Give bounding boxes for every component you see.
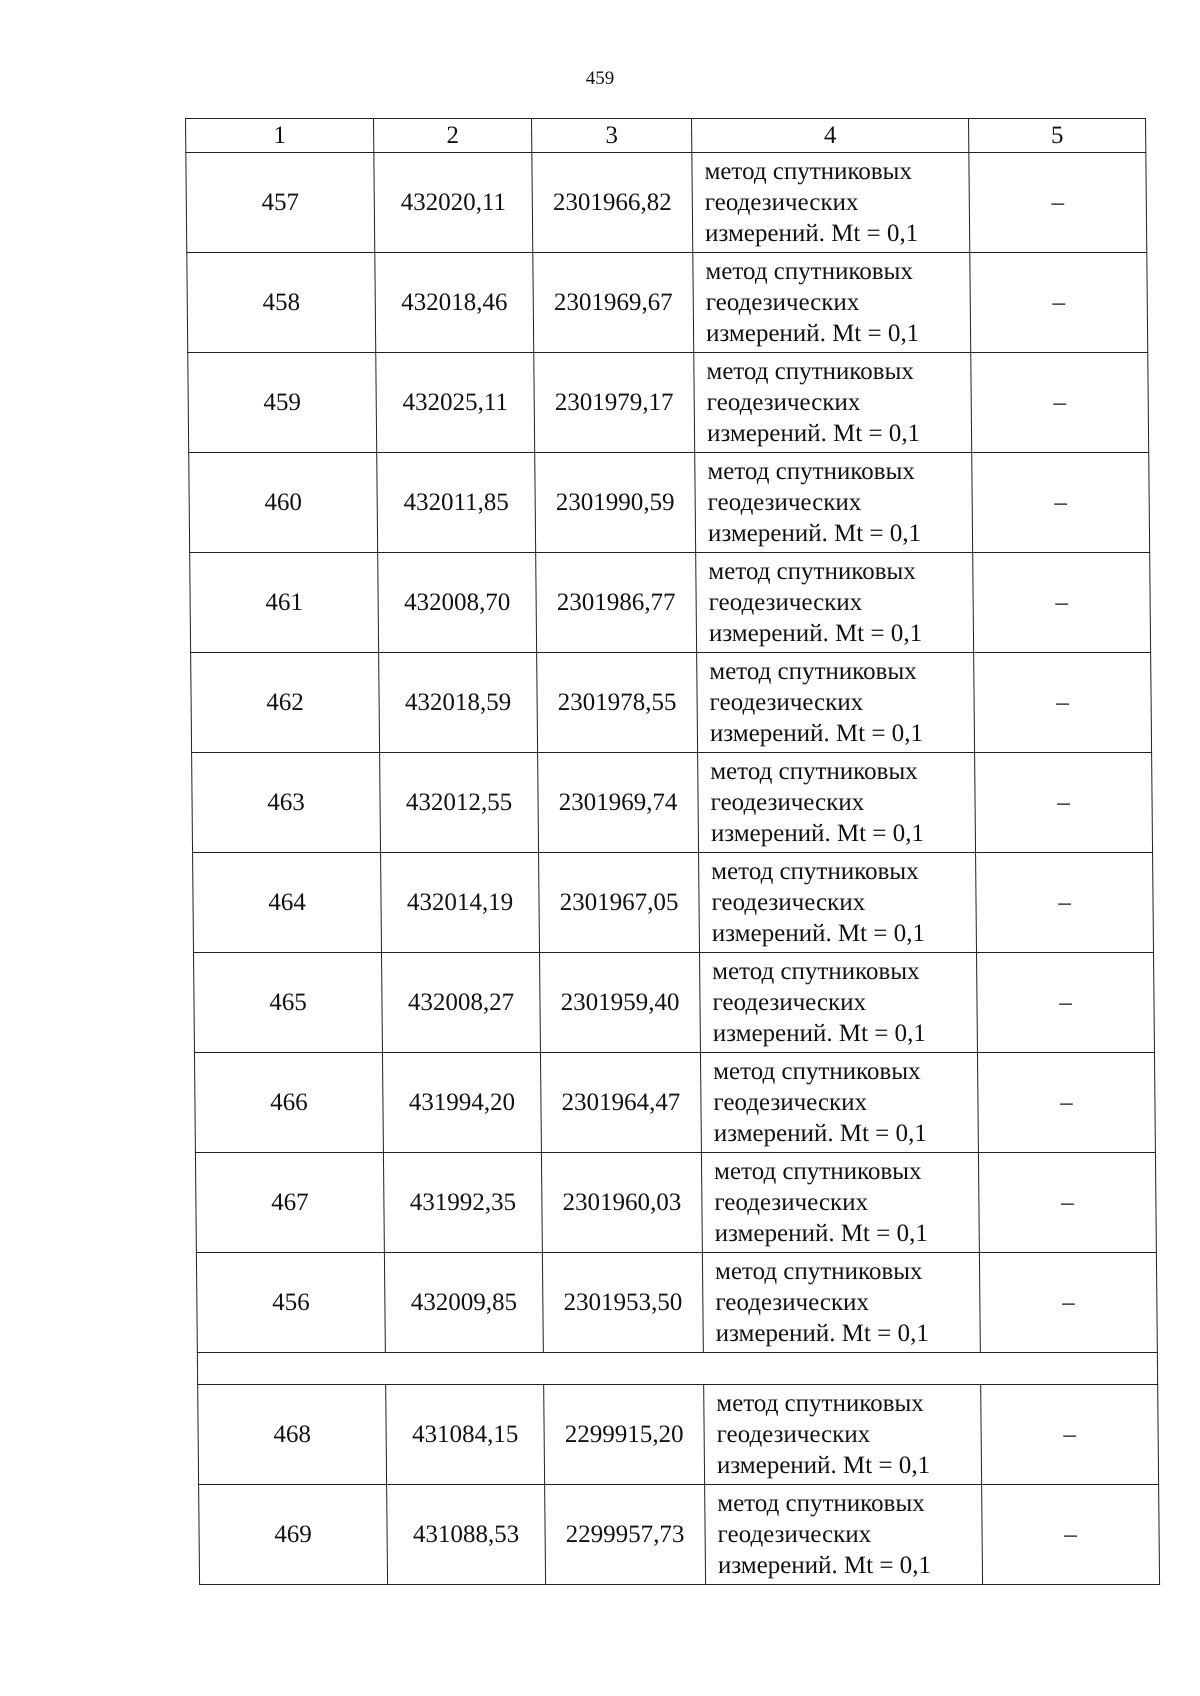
point-number-cell: 460 [189, 453, 378, 553]
header-cell-4: 4 [692, 119, 969, 153]
description-cell: – [974, 653, 1152, 753]
header-cell-5: 5 [969, 119, 1146, 153]
point-number-cell: 467 [195, 1153, 384, 1253]
point-number-cell: 458 [187, 253, 376, 353]
description-cell: – [979, 1253, 1157, 1353]
description-cell: – [978, 1153, 1156, 1253]
method-cell [697, 653, 975, 753]
y-coordinate-cell: 2299957,73 [545, 1485, 706, 1585]
table-row [193, 853, 1154, 953]
point-number-cell: 457 [186, 153, 375, 253]
method-line: измерений. Mt = 0,1 [715, 1320, 929, 1347]
y-coordinate-cell: 2301979,17 [534, 353, 695, 453]
x-coordinate-cell: 432025,11 [376, 353, 535, 453]
x-coordinate-cell: 432012,55 [380, 753, 539, 853]
method-cell [702, 1253, 980, 1353]
point-number-cell: 462 [191, 653, 380, 753]
point-number-cell: 461 [190, 553, 379, 653]
method-line: геодезических [713, 1089, 868, 1116]
method-cell [696, 553, 974, 653]
description-cell: – [969, 153, 1147, 253]
x-coordinate-cell: 432018,46 [375, 253, 534, 353]
method-line: метод спутниковых [712, 958, 920, 985]
method-line: геодезических [706, 389, 861, 416]
table-row [190, 553, 1151, 653]
x-coordinate-cell: 432020,11 [374, 153, 533, 253]
table-body [186, 119, 1160, 1585]
method-line: метод спутниковых [713, 1158, 922, 1185]
method-line: измерений. Mt = 0,1 [707, 520, 922, 547]
method-line: метод спутниковых [710, 758, 918, 785]
description-cell: – [981, 1385, 1159, 1485]
y-coordinate-cell: 2299915,20 [544, 1385, 705, 1485]
method-line: геодезических [715, 1289, 870, 1316]
method-cell [693, 253, 971, 353]
method-line: измерений. Mt = 0,1 [712, 1020, 926, 1047]
x-coordinate-cell: 432008,70 [378, 553, 537, 653]
method-line: геодезических [708, 589, 863, 616]
method-line: метод спутниковых [711, 858, 919, 885]
method-line: метод спутниковых [707, 458, 915, 485]
y-coordinate-cell: 2301953,50 [542, 1253, 703, 1353]
separator-cell [197, 1353, 1157, 1385]
method-line: геодезических [712, 989, 867, 1016]
header-cell-2: 2 [374, 119, 532, 153]
y-coordinate-cell: 2301966,82 [532, 153, 693, 253]
method-cell [694, 353, 972, 453]
page-number: 459 [585, 68, 615, 89]
method-cell [698, 753, 976, 853]
x-coordinate-cell: 431992,35 [383, 1153, 542, 1253]
point-number-cell: 469 [199, 1485, 388, 1585]
point-number-cell: 456 [196, 1253, 385, 1353]
y-coordinate-cell: 2301990,59 [535, 453, 696, 553]
description-cell: – [970, 253, 1148, 353]
table-row [191, 653, 1152, 753]
method-line: измерений. Mt = 0,1 [704, 220, 919, 247]
method-line: метод спутниковых [714, 1258, 923, 1285]
x-coordinate-cell: 432018,59 [379, 653, 538, 753]
point-number-cell: 466 [194, 1053, 383, 1153]
method-line: измерений. Mt = 0,1 [713, 1120, 927, 1147]
x-coordinate-cell: 432008,27 [382, 953, 541, 1053]
description-cell: – [982, 1485, 1160, 1585]
header-cell-1: 1 [186, 119, 374, 153]
point-number-cell: 465 [194, 953, 383, 1053]
y-coordinate-cell: 2301959,40 [540, 953, 701, 1053]
method-line: метод спутниковых [706, 358, 914, 385]
point-number-cell: 463 [192, 753, 381, 853]
table-row [187, 253, 1148, 353]
method-line: метод спутниковых [713, 1058, 921, 1085]
y-coordinate-cell: 2301969,74 [538, 753, 699, 853]
description-cell: – [975, 753, 1153, 853]
method-line: метод спутниковых [709, 658, 917, 685]
method-line: метод спутниковых [704, 158, 913, 185]
table-row [198, 1385, 1159, 1485]
point-number-cell: 468 [198, 1385, 387, 1485]
y-coordinate-cell: 2301960,03 [541, 1153, 702, 1253]
method-cell [700, 953, 978, 1053]
x-coordinate-cell: 431084,15 [386, 1385, 545, 1485]
method-cell [695, 453, 973, 553]
description-cell: – [977, 1053, 1155, 1153]
method-cell [699, 853, 977, 953]
x-coordinate-cell: 432014,19 [381, 853, 540, 953]
table-row [199, 1485, 1160, 1585]
x-coordinate-cell: 432011,85 [377, 453, 536, 553]
method-line: геодезических [707, 489, 862, 516]
method-line: измерений. Mt = 0,1 [717, 1552, 932, 1579]
x-coordinate-cell: 432009,85 [384, 1253, 543, 1353]
description-cell: – [973, 553, 1151, 653]
method-line: геодезических [714, 1189, 869, 1216]
method-line: геодезических [710, 789, 865, 816]
y-coordinate-cell: 2301969,67 [533, 253, 694, 353]
table-row [194, 1053, 1155, 1153]
method-cell [704, 1385, 982, 1485]
point-number-cell: 459 [188, 353, 377, 453]
method-line: измерений. Mt = 0,1 [705, 320, 920, 347]
method-line: геодезических [709, 689, 864, 716]
method-line: измерений. Mt = 0,1 [711, 920, 926, 947]
description-cell: – [972, 453, 1150, 553]
method-line: геодезических [704, 189, 859, 216]
method-cell [692, 153, 970, 253]
method-line: измерений. Mt = 0,1 [710, 820, 925, 847]
table-row [188, 353, 1149, 453]
x-coordinate-cell: 431994,20 [382, 1053, 541, 1153]
method-cell [700, 1053, 978, 1153]
method-line: геодезических [717, 1521, 872, 1548]
table-row [192, 753, 1153, 853]
method-line: метод спутниковых [716, 1390, 924, 1417]
description-cell: – [971, 353, 1149, 453]
method-line: метод спутниковых [705, 258, 914, 285]
table-separator-row [197, 1353, 1157, 1385]
table-row [196, 1253, 1157, 1353]
point-number-cell: 464 [193, 853, 382, 953]
method-line: геодезических [705, 289, 860, 316]
method-line: измерений. Mt = 0,1 [716, 1452, 931, 1479]
description-cell: – [976, 853, 1154, 953]
method-line: метод спутниковых [708, 558, 916, 585]
table-header-row [186, 119, 1146, 153]
table-row [189, 453, 1150, 553]
x-coordinate-cell: 431088,53 [387, 1485, 546, 1585]
method-line: измерений. Mt = 0,1 [706, 420, 921, 447]
coordinates-table [185, 118, 1160, 1585]
method-cell [705, 1485, 983, 1585]
y-coordinate-cell: 2301967,05 [539, 853, 700, 953]
method-line: измерений. Mt = 0,1 [714, 1220, 928, 1247]
method-line: геодезических [716, 1421, 871, 1448]
method-line: измерений. Mt = 0,1 [709, 720, 924, 747]
table-row [186, 153, 1147, 253]
table-row [195, 1153, 1156, 1253]
header-cell-3: 3 [532, 119, 692, 153]
method-line: измерений. Mt = 0,1 [708, 620, 923, 647]
method-cell [701, 1153, 979, 1253]
y-coordinate-cell: 2301978,55 [537, 653, 698, 753]
method-line: метод спутниковых [717, 1490, 925, 1517]
table-row [194, 953, 1155, 1053]
y-coordinate-cell: 2301964,47 [540, 1053, 701, 1153]
method-line: геодезических [711, 889, 866, 916]
y-coordinate-cell: 2301986,77 [536, 553, 697, 653]
description-cell: – [977, 953, 1155, 1053]
